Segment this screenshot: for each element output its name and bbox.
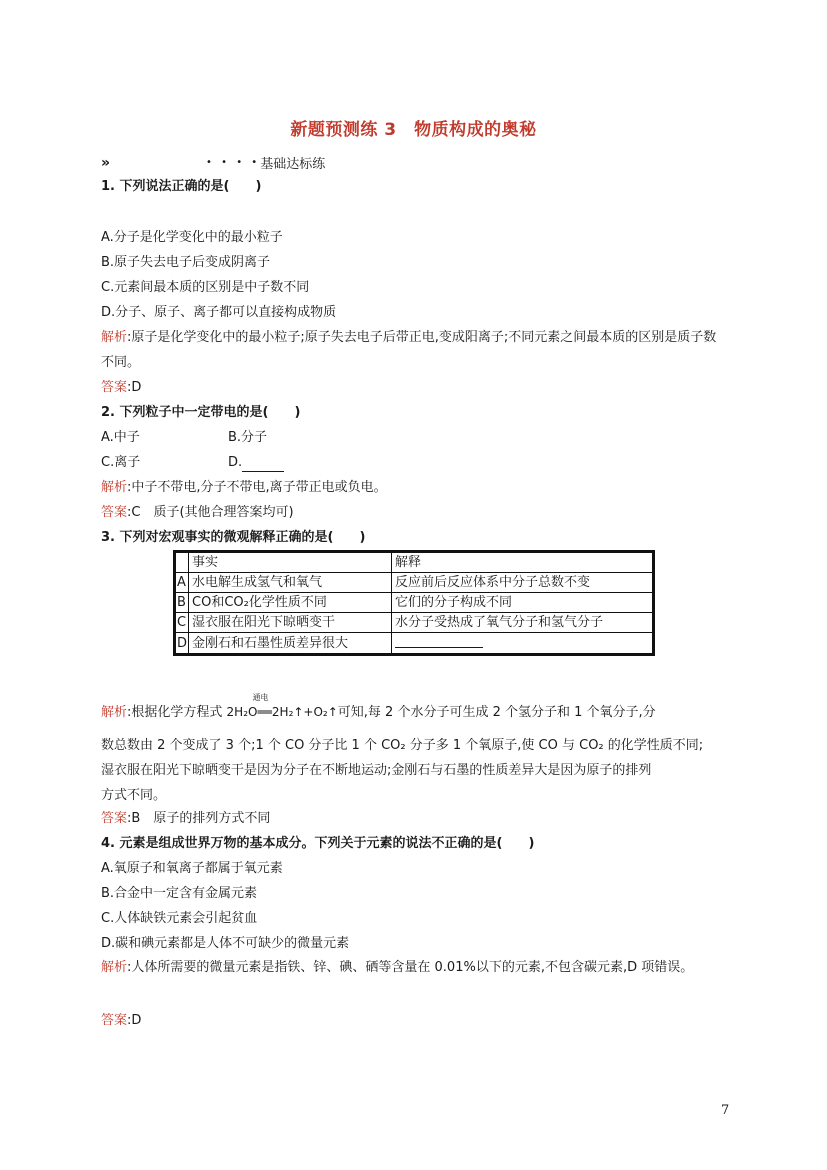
q4-analysis-text: :人体所需要的微量元素是指铁、锌、碘、硒等含量在 0.01%以下的元素,不包含碳元素,D 项错误。 bbox=[127, 960, 694, 975]
q2-option-c: C.离子 bbox=[101, 455, 141, 470]
table-header-row bbox=[175, 552, 654, 573]
analysis-label: 解析 bbox=[101, 960, 128, 975]
page-number: 7 bbox=[721, 1103, 730, 1118]
answer-label: 答案 bbox=[101, 1013, 128, 1028]
page-title: 新题预测练 3 物质构成的奥秘 bbox=[290, 120, 537, 140]
q1-option-b: B.原子失去电子后变成阴离子 bbox=[101, 255, 271, 270]
q3-analysis-line-1 bbox=[101, 693, 656, 722]
row-label: C bbox=[175, 613, 189, 633]
answer-blank bbox=[242, 457, 284, 472]
question-3-stem: 3. 下列对宏观事实的微观解释正确的是( ) bbox=[101, 530, 366, 545]
row-fact: 水电解生成氢气和氧气 bbox=[189, 573, 392, 593]
double-chevron-icon: » bbox=[101, 154, 109, 171]
equation-left: 2H₂O bbox=[226, 705, 258, 719]
q3-analysis-line-3: 湿衣服在阳光下晾晒变干是因为分子在不断地运动;金刚石与石墨的性质差异大是因为原子的排列 bbox=[101, 763, 652, 778]
q3-answer bbox=[101, 810, 270, 828]
q1-option-c: C.元素间最本质的区别是中子数不同 bbox=[101, 280, 310, 295]
answer-label: 答案 bbox=[101, 505, 128, 520]
q1-option-a: A.分子是化学变化中的最小粒子 bbox=[101, 230, 283, 245]
question-4-stem: 4. 元素是组成世界万物的基本成分。下列关于元素的说法不正确的是( ) bbox=[101, 836, 535, 851]
table-row bbox=[175, 613, 654, 633]
table-row bbox=[175, 593, 654, 613]
q4-answer bbox=[101, 1012, 141, 1030]
q2-option-b: B.分子 bbox=[228, 430, 268, 445]
q3-answer-text: :B 原子的排列方式不同 bbox=[127, 811, 271, 826]
row-label: B bbox=[175, 593, 189, 613]
analysis-label: 解析 bbox=[101, 705, 128, 720]
equation-right: 2H₂↑+O₂↑ bbox=[271, 705, 338, 719]
q4-answer-text: :D bbox=[127, 1013, 142, 1028]
q4-option-b: B.合金中一定含有金属元素 bbox=[101, 886, 258, 901]
q3-analysis-line-4: 方式不同。 bbox=[101, 788, 167, 803]
row-explain: 反应前后反应体系中分子总数不变 bbox=[392, 573, 654, 593]
q1-answer bbox=[101, 379, 141, 397]
q3-analysis-line-2: 数总数由 2 个变成了 3 个;1 个 CO 分子比 1 个 CO₂ 分子多 1 个氧原子,使 CO 与 CO₂ 的化学性质不同; bbox=[101, 738, 704, 753]
facts-table bbox=[173, 550, 655, 656]
row-explain: 它们的分子构成不同 bbox=[392, 593, 654, 613]
dots-decoration: • • • • bbox=[206, 157, 261, 168]
header-explain: 解释 bbox=[392, 552, 654, 573]
row-fact: CO和CO₂化学性质不同 bbox=[189, 593, 392, 613]
q4-option-a: A.氧原子和氧离子都属于氧元素 bbox=[101, 861, 283, 876]
q2-analysis bbox=[101, 479, 387, 497]
q1-analysis bbox=[101, 325, 721, 375]
table-row bbox=[175, 633, 654, 655]
question-1-stem: 1. 下列说法正确的是( ) bbox=[101, 179, 262, 194]
q4-option-d: D.碳和碘元素都是人体不可缺少的微量元素 bbox=[101, 936, 350, 951]
equation-arrow: ══ bbox=[257, 705, 272, 719]
q4-analysis bbox=[101, 955, 721, 980]
q1-analysis-text: :原子是化学变化中的最小粒子;原子失去电子后带正电,变成阳离子;不同元素之间最本质的区别是质子数不同。 bbox=[101, 330, 717, 370]
table-row bbox=[175, 573, 654, 593]
q3-analysis-post: 可知,每 2 个水分子可生成 2 个氢分子和 1 个氧分子,分 bbox=[337, 705, 656, 720]
q2-option-d bbox=[228, 454, 284, 472]
header-fact: 事实 bbox=[189, 552, 392, 573]
q1-option-d: D.分子、原子、离子都可以直接构成物质 bbox=[101, 305, 337, 320]
answer-label: 答案 bbox=[101, 811, 128, 826]
q3-analysis-pre: :根据化学方程式 bbox=[127, 705, 227, 720]
row-fact: 湿衣服在阳光下晾晒变干 bbox=[189, 613, 392, 633]
row-label: D bbox=[175, 633, 189, 655]
analysis-label: 解析 bbox=[101, 330, 128, 345]
q2-analysis-text: :中子不带电,分子不带电,离子带正电或负电。 bbox=[127, 480, 387, 495]
q2-answer bbox=[101, 504, 294, 522]
q2-answer-text: :C 质子(其他合理答案均可) bbox=[127, 505, 294, 520]
row-explain bbox=[392, 633, 654, 655]
analysis-label: 解析 bbox=[101, 480, 128, 495]
row-label: A bbox=[175, 573, 189, 593]
row-explain: 水分子受热成了氧气分子和氢气分子 bbox=[392, 613, 654, 633]
q2-option-a: A.中子 bbox=[101, 430, 140, 445]
section-header bbox=[101, 153, 325, 172]
section-label: 基础达标练 bbox=[260, 157, 326, 172]
answer-blank bbox=[395, 633, 483, 648]
table-cell bbox=[175, 552, 189, 573]
question-2-stem: 2. 下列粒子中一定带电的是( ) bbox=[101, 405, 301, 420]
chemical-equation bbox=[226, 693, 338, 721]
q1-answer-text: :D bbox=[127, 380, 142, 395]
q4-option-c: C.人体缺铁元素会引起贫血 bbox=[101, 911, 258, 926]
q2-option-d-label: D. bbox=[228, 455, 243, 470]
answer-label: 答案 bbox=[101, 380, 128, 395]
row-fact: 金刚石和石墨性质差异很大 bbox=[189, 633, 392, 655]
equation-condition: 通电 bbox=[252, 693, 269, 702]
